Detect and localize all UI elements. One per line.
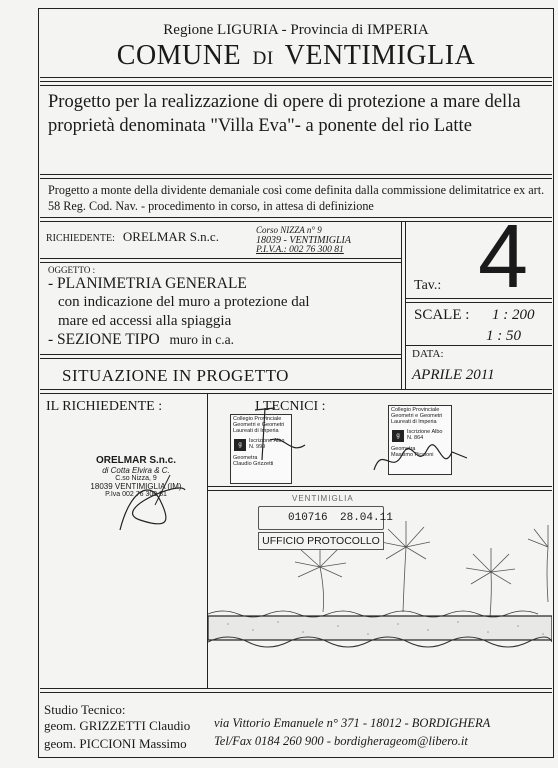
stamp-piva: P.Iva 002 76 300 81 xyxy=(105,491,167,498)
protocol-number: 010716 xyxy=(288,512,328,524)
palm-tree-3 xyxy=(466,548,515,617)
situation-title: SITUAZIONE IN PROGETTO xyxy=(62,366,289,385)
stamp-1-num: N. 999 xyxy=(249,444,266,450)
stamp-2-num: N. 864 xyxy=(407,435,424,441)
di-word: DI xyxy=(252,48,274,69)
studio-contacts: Tel/Fax 0184 260 900 - bordigherageom@libero.it xyxy=(214,734,468,748)
stamp-1-logo: g xyxy=(234,439,246,451)
subject-wall: muro in c.a. xyxy=(169,332,235,347)
protocol-city: VENTIMIGLIA xyxy=(292,494,354,503)
stamp-2-logo: g xyxy=(392,430,404,442)
stamp-company: ORELMAR S.n.c. xyxy=(95,455,176,466)
stamp-1-person: Claudio Grizzetti xyxy=(233,461,274,467)
project-title: Progetto per la realizzazione di opere di protezione a mare della proprietà denominata "Villa Eva"- a ponente del rio Latte xyxy=(48,92,521,136)
stamp-2-role: Geometra xyxy=(391,446,416,452)
client-name: ORELMAR S.n.c. xyxy=(122,229,219,244)
studio-person-2: geom. PICCIONI Massimo xyxy=(44,736,187,751)
seawall xyxy=(208,616,552,640)
scale-value-1: 1 : 200 xyxy=(492,307,535,323)
stamp-2-org: Collegio Provinciale Geometri e Geometri Laureati di Imperia xyxy=(391,407,443,425)
project-note: Progetto a monte della dividente demaniale così come definita dalla commissione delimitatrice ex art. 58 Reg. Cod. Nav. - procedimento in corso, in attesa di definizione xyxy=(48,183,545,213)
tav-label: Tav.: xyxy=(414,278,442,293)
subject-line-2: con indicazione del muro a protezione dal xyxy=(58,294,310,310)
stamp-1-role: Geometra xyxy=(233,455,258,461)
protocol-stamp xyxy=(258,492,393,554)
scale-value-2: 1 : 50 xyxy=(486,328,521,344)
palm-tree-2 xyxy=(381,521,430,612)
subject-label: OGGETTO : xyxy=(48,265,96,275)
studio-address: via Vittorio Emanuele n° 371 - 18012 - BORDIGHERA xyxy=(214,716,491,730)
stamp-addr-2: 18039 VENTIMIGLIA (IM) xyxy=(90,482,182,491)
richiedente-label: IL RICHIEDENTE : xyxy=(46,399,163,414)
stamp-2-person: Massimo Piccioni xyxy=(391,452,434,458)
region-line: Regione LIGURIA - Provincia di IMPERIA xyxy=(163,22,429,38)
client-address-1: Corso NIZZA n° 9 xyxy=(256,225,322,235)
studio-label: Studio Tecnico: xyxy=(44,702,126,717)
date-label: DATA: xyxy=(412,348,444,360)
technician-signature-2 xyxy=(372,440,472,480)
client-piva: P.I.V.A.: 002 76 300 81 xyxy=(256,245,344,255)
technician-signature-1 xyxy=(250,400,320,470)
subject-line-1: - PLANIMETRIA GENERALE xyxy=(48,275,247,292)
subject-line-3: mare ed accessi alla spiaggia xyxy=(58,313,232,329)
studio-person-1: geom. GRIZZETTI Claudio xyxy=(44,718,191,733)
stamp-sub: di Cotta Elvira & C. xyxy=(102,466,170,475)
stamp-1-org: Collegio Provinciale Geometri e Geometri Laureati di Imperia xyxy=(233,416,285,434)
town-name: VENTIMIGLIA xyxy=(284,40,476,71)
protocol-date: 28.04.11 xyxy=(340,512,393,524)
tecnici-label: I TECNICI : xyxy=(255,399,326,414)
comune-title xyxy=(40,40,552,72)
stamp-1-reg: Iscrizione Albo xyxy=(249,438,285,444)
protocol-office: UFFICIO PROTOCOLLO xyxy=(258,532,384,550)
palm-tree-4 xyxy=(528,525,548,602)
client-address-2: 18039 - VENTIMIGLIA xyxy=(256,235,351,246)
stamp-2-reg: Iscrizione Albo xyxy=(407,429,443,435)
subject-section: - SEZIONE TIPO xyxy=(48,331,160,348)
tav-number: 4 xyxy=(478,207,529,307)
client-signature xyxy=(100,470,190,540)
client-label: RICHIEDENTE: xyxy=(46,233,115,244)
scale-label: SCALE : xyxy=(414,307,470,323)
subject-line-4 xyxy=(48,331,234,349)
date-value: APRILE 2011 xyxy=(412,367,495,383)
stamp-addr-1: C.so Nizza, 9 xyxy=(115,475,157,482)
comune-word: COMUNE xyxy=(116,40,242,71)
